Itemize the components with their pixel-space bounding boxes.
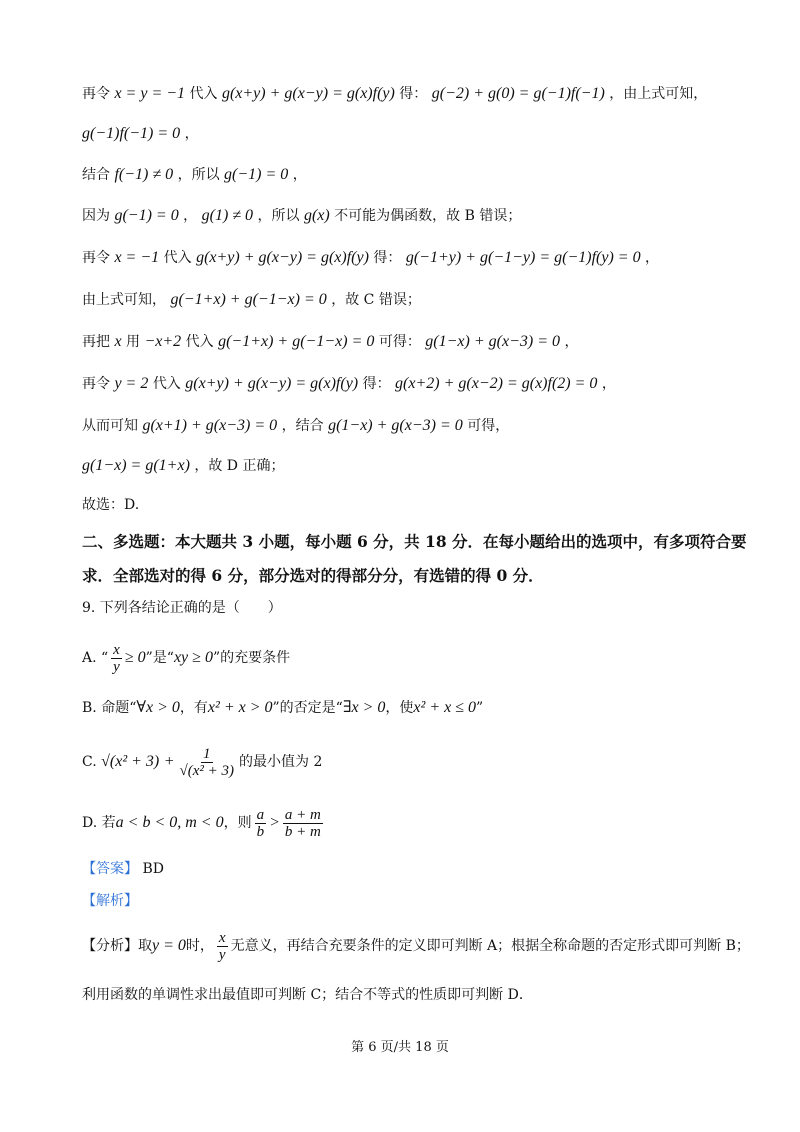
text: ，	[292, 167, 307, 183]
text: 得：	[362, 376, 391, 392]
denominator: y	[113, 658, 120, 675]
answer-tag: 【答案】	[82, 861, 138, 877]
solution-line-4	[82, 205, 760, 227]
text: ，	[564, 334, 579, 350]
numerator: x	[113, 641, 120, 658]
question-stem: 9. 下列各结论正确的是（ ）	[82, 600, 282, 616]
text: 无意义，再结合充要条件的定义即可判断 A；根据全称命题的否定形式即可判断 B；	[230, 938, 750, 954]
math-expr: g(1) ≠ 0	[201, 207, 254, 224]
text: ，故 C 错误；	[331, 292, 421, 308]
math-expr: g(−1+x) + g(−1−x) = 0	[218, 333, 375, 350]
text: 代入	[189, 86, 218, 102]
math-expr: g(−1) = 0	[114, 207, 179, 224]
math-expr: g(−2) + g(0) = g(−1)f(−1)	[431, 85, 605, 102]
text: 结合	[82, 167, 110, 183]
math-expr: g(x)	[303, 207, 330, 224]
text: 再令	[82, 250, 110, 266]
denominator: b	[256, 823, 265, 840]
question-9	[82, 597, 760, 619]
math-expr: x² + x ≤ 0	[413, 699, 476, 716]
text: 由上式可知，	[82, 292, 166, 308]
option-label: D. 若	[82, 815, 116, 831]
math-expr: g(−1) = 0	[224, 166, 289, 183]
fraction	[217, 930, 228, 963]
text: 再令	[82, 376, 110, 392]
analysis-line	[82, 890, 760, 912]
text: ，结合	[281, 418, 324, 434]
solution-line-11	[82, 494, 760, 516]
fraction	[178, 746, 237, 779]
text: 因为	[82, 208, 110, 224]
solution-line-8	[82, 373, 760, 395]
math-expr: −x+2	[144, 333, 182, 350]
fraction	[255, 807, 267, 840]
numerator: a	[256, 806, 265, 823]
math-expr: x	[114, 333, 122, 350]
math-expr: f(−1) ≠ 0	[114, 166, 174, 183]
fenxi-line-2	[82, 984, 760, 1006]
fraction	[283, 807, 323, 840]
text: 代入	[163, 250, 192, 266]
text: ，	[183, 208, 198, 224]
text: ，	[645, 250, 660, 266]
text: 得：	[373, 250, 402, 266]
solution-line-7	[82, 331, 760, 353]
text: 可得，	[467, 418, 510, 434]
section-heading-line-1: 二、多选题：本大题共 3 小题，每小题 6 分，共 18 分．在每小题给出的选项中，有多项符合要	[82, 532, 747, 551]
math-expr: g(x+y) + g(x−y) = g(x)f(y)	[185, 375, 359, 392]
numerator: a + m	[284, 806, 321, 823]
option-a	[82, 640, 760, 676]
solution-line-5	[82, 247, 760, 269]
page-footer: 第 6 页/共 18 页	[351, 1040, 449, 1055]
text: 利用函数的单调性求出最值即可判断 C；结合不等式的性质即可判断 D．	[82, 987, 533, 1003]
text: ，使	[385, 700, 414, 716]
answer-value: BD	[142, 861, 164, 877]
text: 再把	[82, 334, 110, 350]
solution-line-3	[82, 164, 760, 186]
solution-line-1	[82, 83, 760, 105]
section-heading-cont	[82, 565, 760, 587]
solution-line-2	[82, 123, 760, 145]
math-operator: >	[269, 814, 280, 831]
math-expr: x = −1	[114, 249, 160, 266]
option-c	[82, 744, 760, 780]
text: 取	[138, 938, 152, 954]
math-expr: y = 2	[114, 375, 149, 392]
math-expr: g(−1)f(−1) = 0	[82, 125, 181, 142]
math-expr: x² + x > 0	[207, 699, 273, 716]
math-expr: ≥ 0	[124, 649, 146, 666]
math-expr: xy ≥ 0	[173, 649, 213, 666]
text: 代入	[185, 334, 214, 350]
denominator: y	[218, 946, 226, 963]
solution-line-6	[82, 289, 760, 311]
text: 可得：	[378, 334, 421, 350]
text: 代入	[152, 376, 181, 392]
option-d	[82, 805, 760, 841]
text: 得：	[399, 86, 428, 102]
text: 不可能为偶函数，故 B 错误；	[334, 208, 522, 224]
fenxi-tag: 【分析】	[82, 938, 138, 954]
solution-line-10	[82, 455, 760, 477]
text: ”的否定是“	[272, 700, 343, 716]
text: ，	[184, 126, 199, 142]
text: 从而可知	[82, 418, 138, 434]
option-label: B. 命题“	[82, 700, 137, 716]
section-heading	[82, 531, 760, 553]
text: ，所以	[257, 208, 300, 224]
math-expr: g(−1+x) + g(−1−x) = 0	[170, 291, 327, 308]
option-b	[82, 697, 760, 719]
fraction	[111, 642, 122, 675]
math-expr: g(x+2) + g(x−2) = g(x)f(2) = 0	[395, 375, 598, 392]
math-expr: g(x+1) + g(x−3) = 0	[142, 417, 278, 434]
denominator: √(x² + 3)	[179, 762, 235, 779]
denominator: b + m	[284, 823, 321, 840]
math-expr: g(1−x) = g(1+x)	[82, 457, 190, 474]
text: 用	[126, 334, 141, 350]
text: ，由上式可知，	[609, 86, 708, 102]
math-expr: ∀x > 0	[136, 699, 180, 716]
math-expr: g(1−x) + g(x−3) = 0	[328, 417, 463, 434]
math-expr: g(x+y) + g(x−y) = g(x)f(y)	[196, 249, 369, 266]
text: 再令	[82, 86, 110, 102]
math-expr: a < b < 0, m < 0	[115, 814, 224, 831]
math-expr: √(x² + 3)	[101, 753, 160, 770]
text: 的最小值为 2	[239, 754, 323, 770]
math-expr: g(1−x) + g(x−3) = 0	[425, 333, 560, 350]
solution-line-9	[82, 415, 760, 437]
text: ”的充要条件	[212, 650, 291, 666]
numerator: 1	[203, 745, 211, 762]
math-expr: y = 0	[152, 937, 186, 954]
text: ，故 D 正确；	[194, 458, 285, 474]
text: 时，	[185, 938, 214, 954]
fenxi-line-1	[82, 928, 760, 964]
text: ，所以	[177, 167, 220, 183]
analysis-tag: 【解析】	[82, 893, 138, 909]
text: ”	[476, 700, 484, 716]
math-expr: ∃x > 0	[342, 699, 386, 716]
text: 故选：D.	[82, 497, 140, 513]
math-expr: g(−1+y) + g(−1−y) = g(−1)f(y) = 0	[405, 249, 641, 266]
text: ，	[601, 376, 616, 392]
numerator: x	[218, 929, 226, 946]
section-heading-line-2: 求．全部选对的得 6 分，部分选对的得部分分，有选错的得 0 分．	[82, 566, 544, 585]
answer-line	[82, 858, 760, 880]
option-label: A. “	[82, 650, 109, 666]
text: ”是“	[145, 650, 174, 666]
math-operator: +	[163, 753, 175, 770]
math-expr: g(x+y) + g(x−y) = g(x)f(y)	[221, 85, 395, 102]
math-expr: x = y = −1	[114, 85, 186, 102]
text: ，有	[179, 700, 208, 716]
text: ，则	[223, 815, 252, 831]
option-label: C.	[82, 754, 97, 770]
